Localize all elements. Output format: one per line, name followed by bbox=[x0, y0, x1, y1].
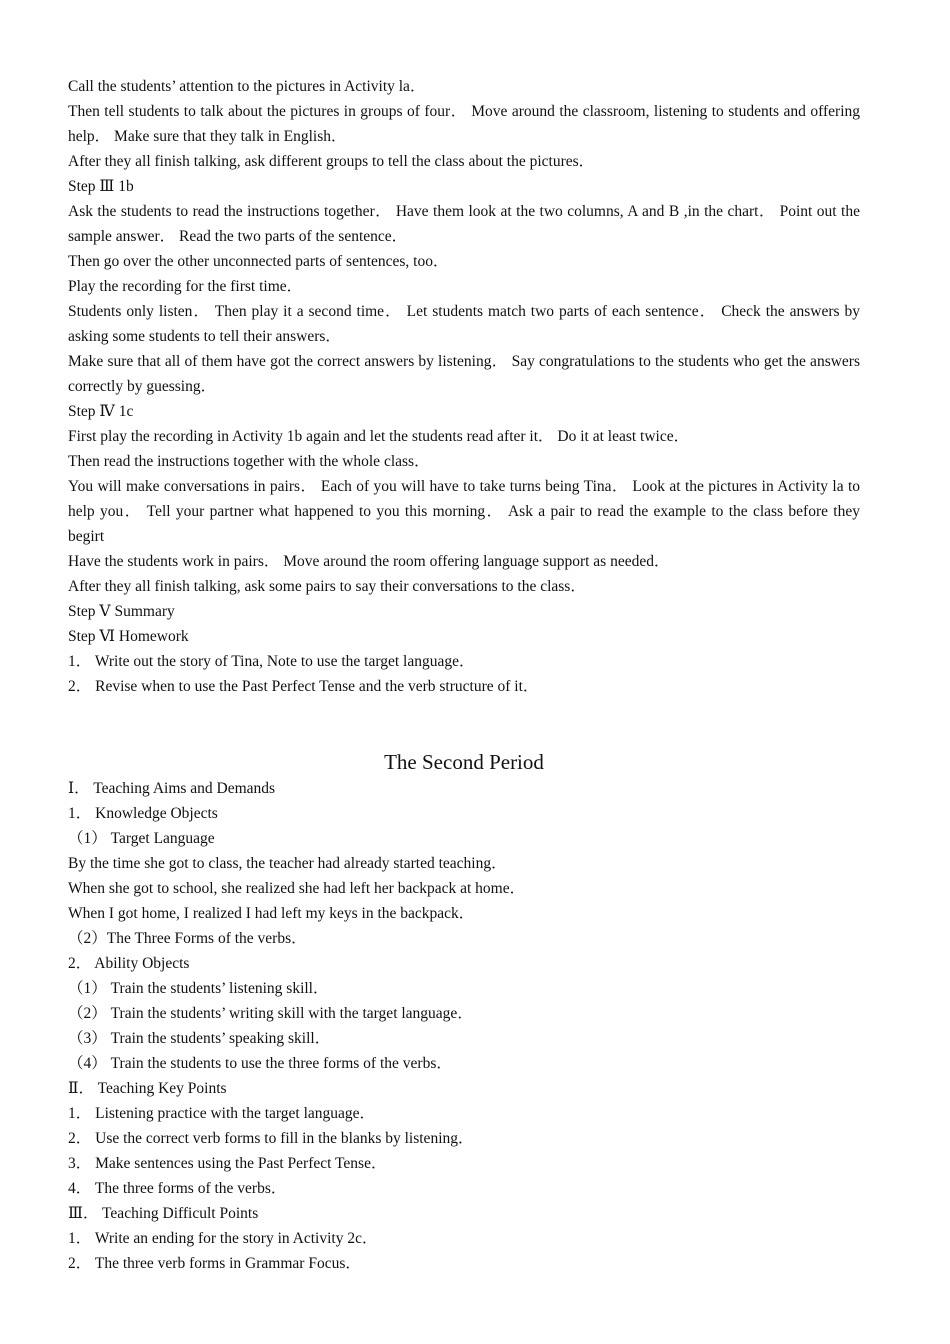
paragraph: Students only listen． Then play it a second time． Let students match two parts of each sentence． Check the answers by asking some students to tell their answers． bbox=[68, 303, 860, 345]
section-heading: Ⅱ． Teaching Key Points bbox=[68, 1080, 227, 1097]
list-item: 2． The three verb forms in Grammar Focus． bbox=[68, 1255, 361, 1272]
sub-heading: （1） Target Language bbox=[68, 830, 215, 847]
document-page bbox=[68, 74, 860, 1276]
list-item: 1． Listening practice with the target language． bbox=[68, 1105, 376, 1122]
step-heading: Step Ⅳ 1c bbox=[68, 403, 134, 420]
step-heading: Step Ⅴ Summary bbox=[68, 603, 175, 620]
list-item: 1． Write an ending for the story in Activity 2c． bbox=[68, 1230, 378, 1247]
period-title: The Second Period bbox=[384, 750, 544, 774]
list-item: （1） Train the students’ listening skill． bbox=[68, 980, 329, 997]
sub-heading: （2）The Three Forms of the verbs． bbox=[68, 930, 307, 947]
step-heading: Step Ⅲ 1b bbox=[68, 178, 134, 195]
paragraph: You will make conversations in pairs． Each of you will have to take turns being Tina． Look at the pictures in Activity la to help you． Tell your partner what happened to you this morning． Ask a pair to read the example to the class before they begirt bbox=[68, 478, 860, 545]
list-item: （2） Train the students’ writing skill with the target language． bbox=[68, 1005, 473, 1022]
paragraph: Ask the students to read the instructions together． Have them look at the two columns, A and B ,in the chart． Point out the sample answer． Read the two parts of the sentence． bbox=[68, 203, 860, 245]
homework-item: 2． Revise when to use the Past Perfect Tense and the verb structure of it． bbox=[68, 678, 539, 695]
sub-heading: 2． Ability Objects bbox=[68, 955, 190, 972]
first-period-continuation bbox=[68, 74, 860, 699]
sub-heading: 1． Knowledge Objects bbox=[68, 805, 218, 822]
paragraph: After they all finish talking, ask some pairs to say their conversations to the class． bbox=[68, 578, 586, 595]
paragraph: Then go over the other unconnected parts of sentences, too． bbox=[68, 253, 449, 270]
paragraph: Play the recording for the first time． bbox=[68, 278, 303, 295]
list-item: 3． Make sentences using the Past Perfect Tense． bbox=[68, 1155, 387, 1172]
second-period-body bbox=[68, 776, 860, 1276]
section-gap bbox=[68, 699, 860, 748]
list-item: 2． Use the correct verb forms to fill in the blanks by listening． bbox=[68, 1130, 474, 1147]
paragraph: Make sure that all of them have got the correct answers by listening． Say congratulations to the students who get the answers correctly by guessing． bbox=[68, 353, 860, 395]
list-item: 4． The three forms of the verbs． bbox=[68, 1180, 287, 1197]
paragraph: Then tell students to talk about the pictures in groups of four． Move around the classroom, listening to students and offering help． Make sure that they talk in English． bbox=[68, 103, 860, 145]
section-heading: Ⅲ． Teaching Difficult Points bbox=[68, 1205, 259, 1222]
paragraph: Call the students’ attention to the pictures in Activity la． bbox=[68, 78, 426, 95]
list-item: （3） Train the students’ speaking skill． bbox=[68, 1030, 331, 1047]
homework-item: 1． Write out the story of Tina, Note to use the target language． bbox=[68, 653, 475, 670]
list-item: （4） Train the students to use the three forms of the verbs． bbox=[68, 1055, 452, 1072]
section-heading: Ⅰ． Teaching Aims and Demands bbox=[68, 780, 276, 797]
example-sentence: By the time she got to class, the teacher had already started teaching． bbox=[68, 855, 507, 872]
example-sentence: When she got to school, she realized she had left her backpack at home． bbox=[68, 880, 526, 897]
paragraph: Then read the instructions together with the whole class． bbox=[68, 453, 430, 470]
paragraph: After they all finish talking, ask different groups to tell the class about the pictures． bbox=[68, 153, 595, 170]
paragraph: First play the recording in Activity 1b again and let the students read after it． Do it at least twice． bbox=[68, 428, 690, 445]
example-sentence: When I got home, I realized I had left my keys in the backpack． bbox=[68, 905, 475, 922]
step-heading: Step Ⅵ Homework bbox=[68, 628, 189, 645]
paragraph: Have the students work in pairs． Move around the room offering language support as needed． bbox=[68, 553, 670, 570]
